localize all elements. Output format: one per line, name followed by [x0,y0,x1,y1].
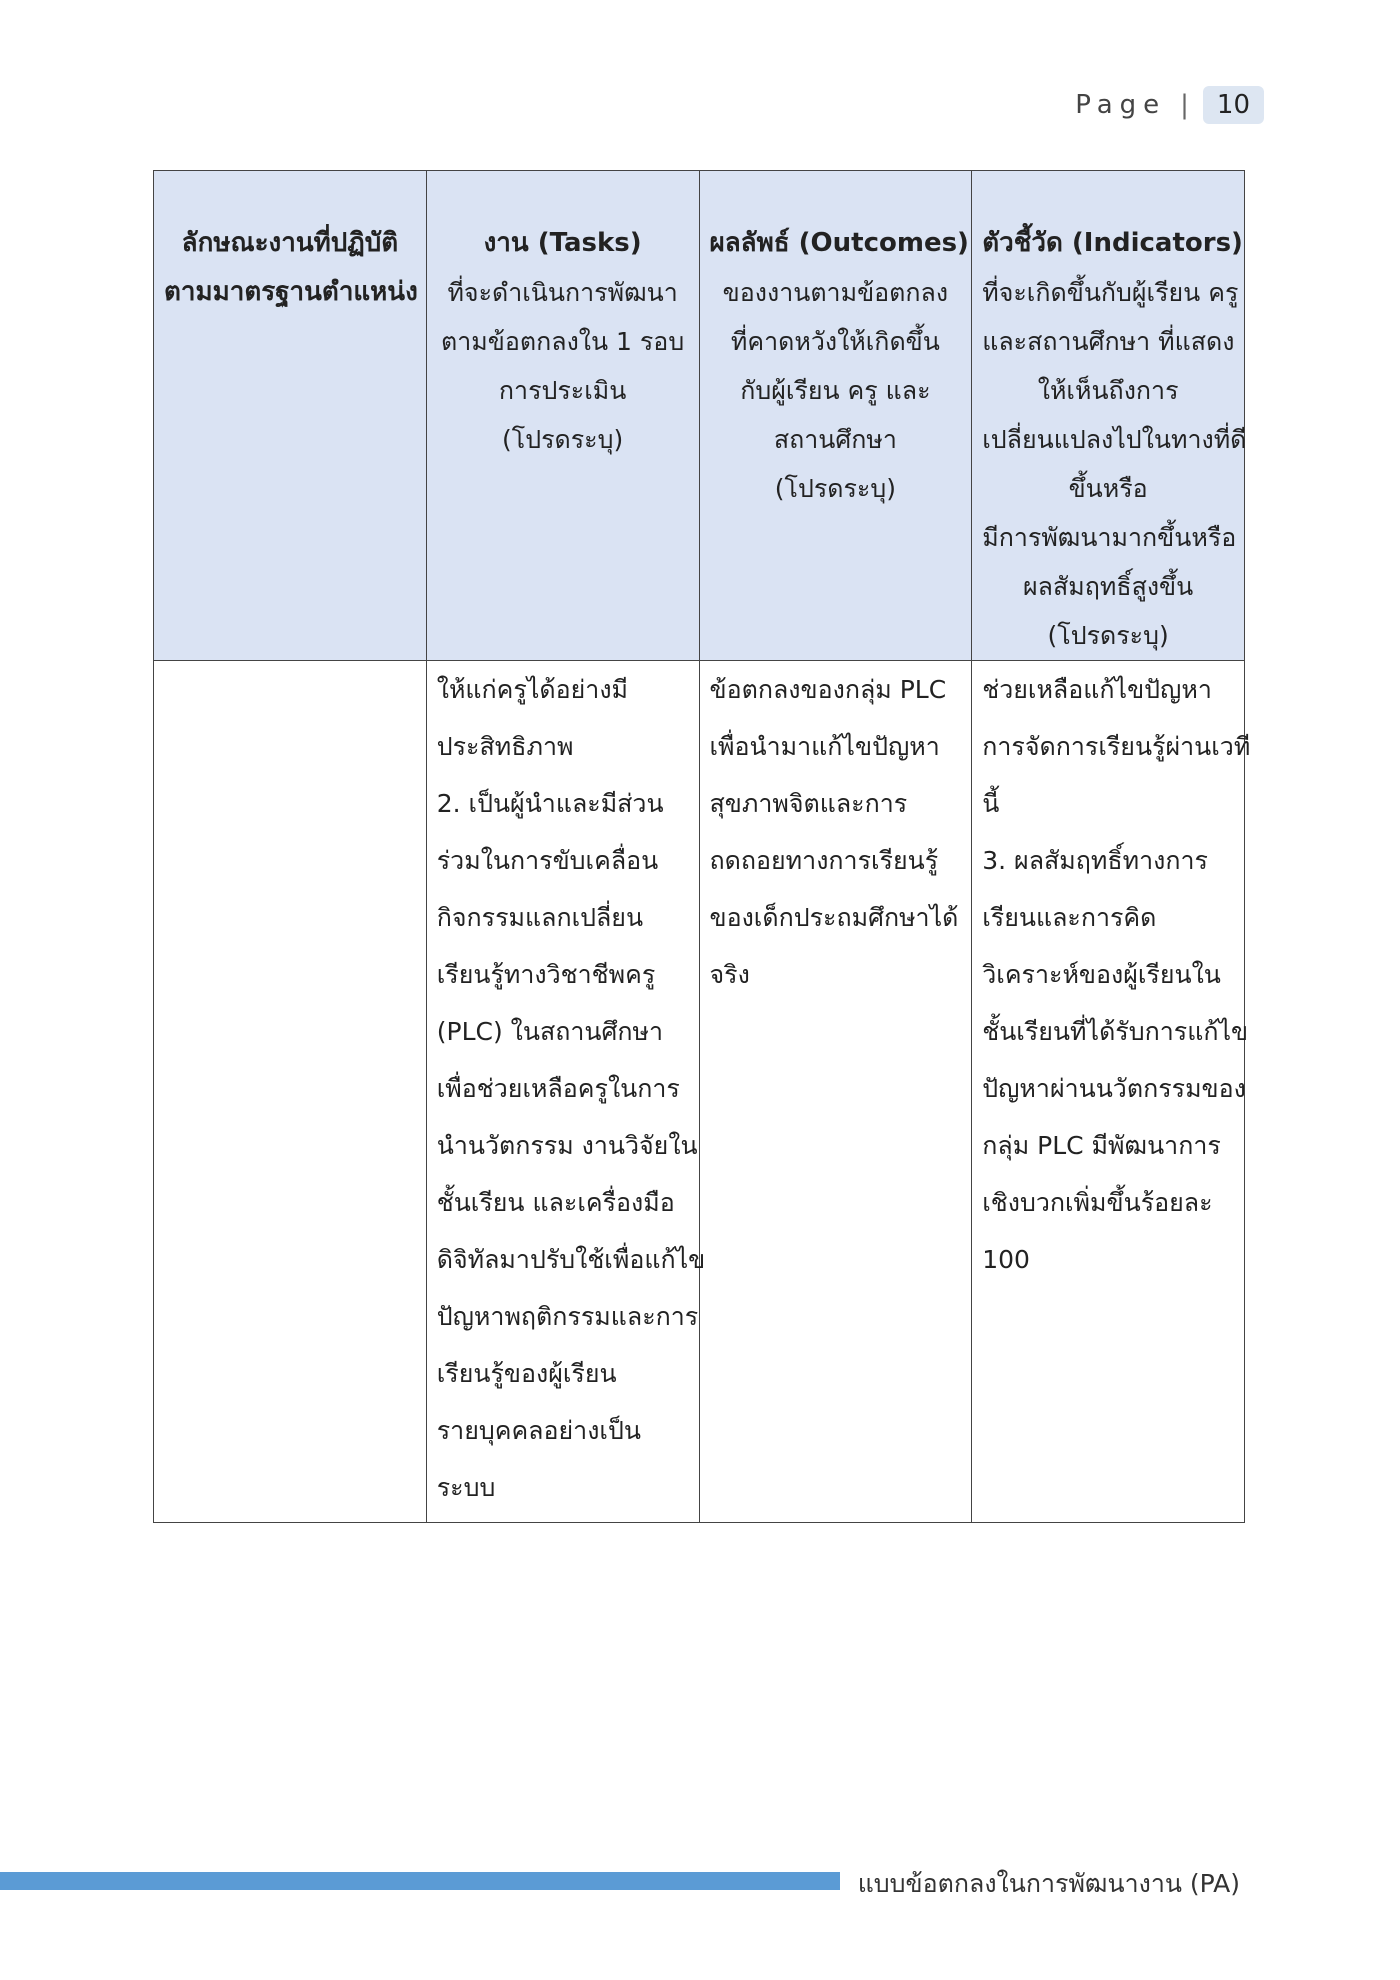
cell-text-line: ชั้นเรียนที่ได้รับการแก้ไข [982,1017,1249,1046]
cell-text-line: จริง [709,960,750,989]
header-desc-line: การประเมิน [498,376,627,405]
cell-text-line: การจัดการเรียนรู้ผ่านเวที [982,732,1251,761]
cell-text-line: ร่วมในการขับเคลื่อน [436,846,659,875]
cell-text-line: ปัญหาผ่านนวัตกรรมของ [982,1074,1246,1103]
header-desc-line: ของงานตามข้อตกลง [722,278,949,307]
header-title-line: ผลลัพธ์ (Outcomes) [709,228,969,258]
cell-text-line: ประสิทธิภาพ [436,732,574,761]
cell-text-line: ปัญหาพฤติกรรมและการ [436,1302,699,1331]
cell-text-line: กลุ่ม PLC มีพัฒนาการ [982,1131,1221,1160]
cell-text-line: ของเด็กประถมศึกษาได้ [709,903,959,932]
header-desc-line: ขึ้นหรือ [1068,474,1148,503]
cell-text-line: เพื่อช่วยเหลือครูในการ [436,1074,680,1103]
cell-text-line: ชั้นเรียน และเครื่องมือ [436,1188,675,1217]
body-cell-standard [154,661,427,1523]
header-desc-line: ที่จะเกิดขึ้นกับผู้เรียน ครู [982,278,1239,307]
header-desc-line: ผลสัมฤทธิ์สูงขึ้น [1023,572,1194,601]
cell-text-line: 100 [982,1245,1030,1274]
header-desc-line: (โปรดระบุ) [502,425,624,454]
header-cell-tasks [426,171,699,661]
cell-text-line: วิเคราะห์ของผู้เรียนใน [982,960,1221,989]
footer-bar [0,1872,840,1890]
cell-text-line: 2. เป็นผู้นำและมีส่วน [436,789,664,818]
cell-text-line: ช่วยเหลือแก้ไขปัญหา [982,675,1212,704]
cell-text-line: เรียนรู้ทางวิชาชีพครู [436,960,656,989]
header-desc-line: (โปรดระบุ) [774,474,896,503]
header-cell-indicators [972,171,1245,661]
header-desc-line: ที่คาดหวังให้เกิดขึ้น [730,327,940,356]
footer-text: แบบข้อตกลงในการพัฒนางาน (PA) [857,1869,1240,1898]
cell-text-line: ระบบ [436,1473,496,1502]
body-cell-indicators [972,661,1251,1523]
body-cell-tasks [426,661,706,1523]
header-title-line: ตามมาตรฐานตำแหน่ง [164,277,418,307]
cell-text-line: ข้อตกลงของกลุ่ม PLC [709,675,947,704]
cell-text-line: ให้แก่ครูได้อย่างมี [436,675,629,704]
cell-text-line: สุขภาพจิตและการ [709,789,908,818]
header-cell-standard [154,171,427,661]
header-desc-line: ที่จะดำเนินการพัฒนา [447,278,678,307]
header-desc-line: เปลี่ยนแปลงไปในทางที่ดี [982,425,1247,454]
cell-text-line: เชิงบวกเพิ่มขึ้นร้อยละ [982,1188,1213,1217]
header-title-line: ลักษณะงานที่ปฏิบัติ [181,228,399,258]
page-separator: | [1180,90,1189,120]
table-row [154,661,1245,1523]
header-desc-line: ตามข้อตกลงใน 1 รอบ [441,327,685,356]
page-number: 10 [1203,86,1264,124]
cell-text-line: กิจกรรมแลกเปลี่ยน [436,903,644,932]
header-desc-line: (โปรดระบุ) [1047,621,1169,650]
header-desc-line: มีการพัฒนามากขึ้นหรือ [982,523,1237,552]
header-desc-line: ให้เห็นถึงการ [1037,376,1179,405]
pa-table [153,170,1251,1523]
cell-text-line: รายบุคคลอย่างเป็น [436,1416,641,1445]
cell-text-line: 3. ผลสัมฤทธิ์ทางการ [982,846,1208,875]
cell-text-line: (PLC) ในสถานศึกษา [436,1017,664,1046]
header-title-line: ตัวชี้วัด (Indicators) [982,228,1243,258]
cell-text-line: เพื่อนำมาแก้ไขปัญหา [709,732,940,761]
header-cell-outcomes [699,171,972,661]
header-desc-line: และสถานศึกษา ที่แสดง [982,327,1235,356]
header-desc-line: กับผู้เรียน ครู และ [740,376,931,405]
cell-text-line: เรียนและการคิด [982,903,1157,932]
table-header-row [154,171,1245,661]
cell-text-line: ถดถอยทางการเรียนรู้ [709,846,939,875]
page-label: Page [1075,90,1167,120]
cell-text-line: นี้ [982,789,1000,818]
cell-text-line: ดิจิทัลมาปรับใช้เพื่อแก้ไข [436,1245,706,1274]
header-title-line: งาน (Tasks) [483,228,642,258]
page-header [1075,86,1264,124]
cell-text-line: นำนวัตกรรม งานวิจัยใน [436,1131,698,1160]
body-cell-outcomes [699,661,972,1523]
cell-text-line: เรียนรู้ของผู้เรียน [436,1359,617,1388]
header-desc-line: สถานศึกษา [773,425,897,454]
